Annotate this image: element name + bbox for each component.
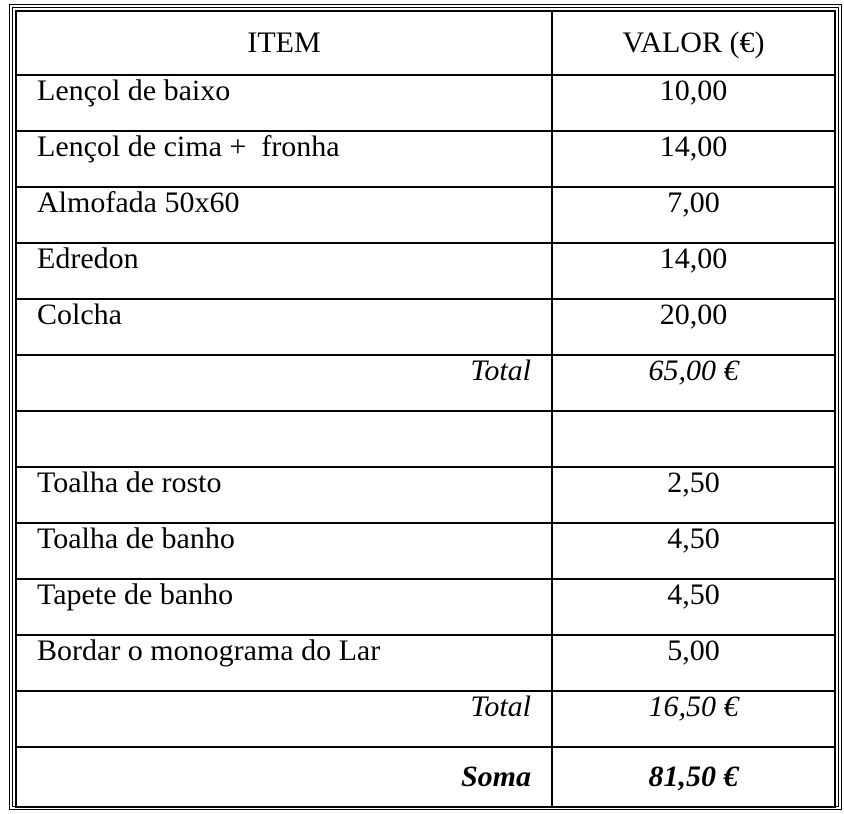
- item-value: 7,00: [552, 187, 835, 243]
- item-value: 14,00: [552, 131, 835, 187]
- table-row: [16, 467, 835, 523]
- item-value: 10,00: [552, 75, 835, 131]
- item-label: Almofada 50x60: [16, 187, 552, 243]
- item-label: Lençol de cima + fronha: [16, 131, 552, 187]
- empty-row: [16, 411, 835, 467]
- item-value: 2,50: [552, 467, 835, 523]
- price-table: [15, 10, 836, 808]
- item-label: Colcha: [16, 299, 552, 355]
- item-label: Bordar o monograma do Lar: [16, 635, 552, 691]
- table-row: [16, 299, 835, 355]
- table-row: [16, 243, 835, 299]
- subtotal-label: Total: [16, 355, 552, 411]
- table-row: [16, 635, 835, 691]
- empty-cell: [16, 411, 552, 467]
- item-value: 4,50: [552, 579, 835, 635]
- item-value: 5,00: [552, 635, 835, 691]
- table-row: [16, 523, 835, 579]
- empty-cell: [552, 411, 835, 467]
- item-value: 20,00: [552, 299, 835, 355]
- subtotal-row-1: [16, 355, 835, 411]
- item-label: Toalha de banho: [16, 523, 552, 579]
- item-value: 4,50: [552, 523, 835, 579]
- grand-total-label: Soma: [16, 747, 552, 807]
- item-label: Edredon: [16, 243, 552, 299]
- table-row: [16, 131, 835, 187]
- header-item: ITEM: [16, 11, 552, 75]
- table-row: [16, 187, 835, 243]
- header-valor: VALOR (€): [552, 11, 835, 75]
- item-label: Tapete de banho: [16, 579, 552, 635]
- item-label: Lençol de baixo: [16, 75, 552, 131]
- subtotal-value: 16,50 €: [552, 691, 835, 747]
- table-row: [16, 579, 835, 635]
- table-frame: [9, 4, 842, 810]
- grand-total-value: 81,50 €: [552, 747, 835, 807]
- subtotal-label: Total: [16, 691, 552, 747]
- subtotal-value: 65,00 €: [552, 355, 835, 411]
- item-value: 14,00: [552, 243, 835, 299]
- item-label: Toalha de rosto: [16, 467, 552, 523]
- header-row: [16, 11, 835, 75]
- table-row: [16, 75, 835, 131]
- subtotal-row-2: [16, 691, 835, 747]
- grand-total-row: [16, 747, 835, 807]
